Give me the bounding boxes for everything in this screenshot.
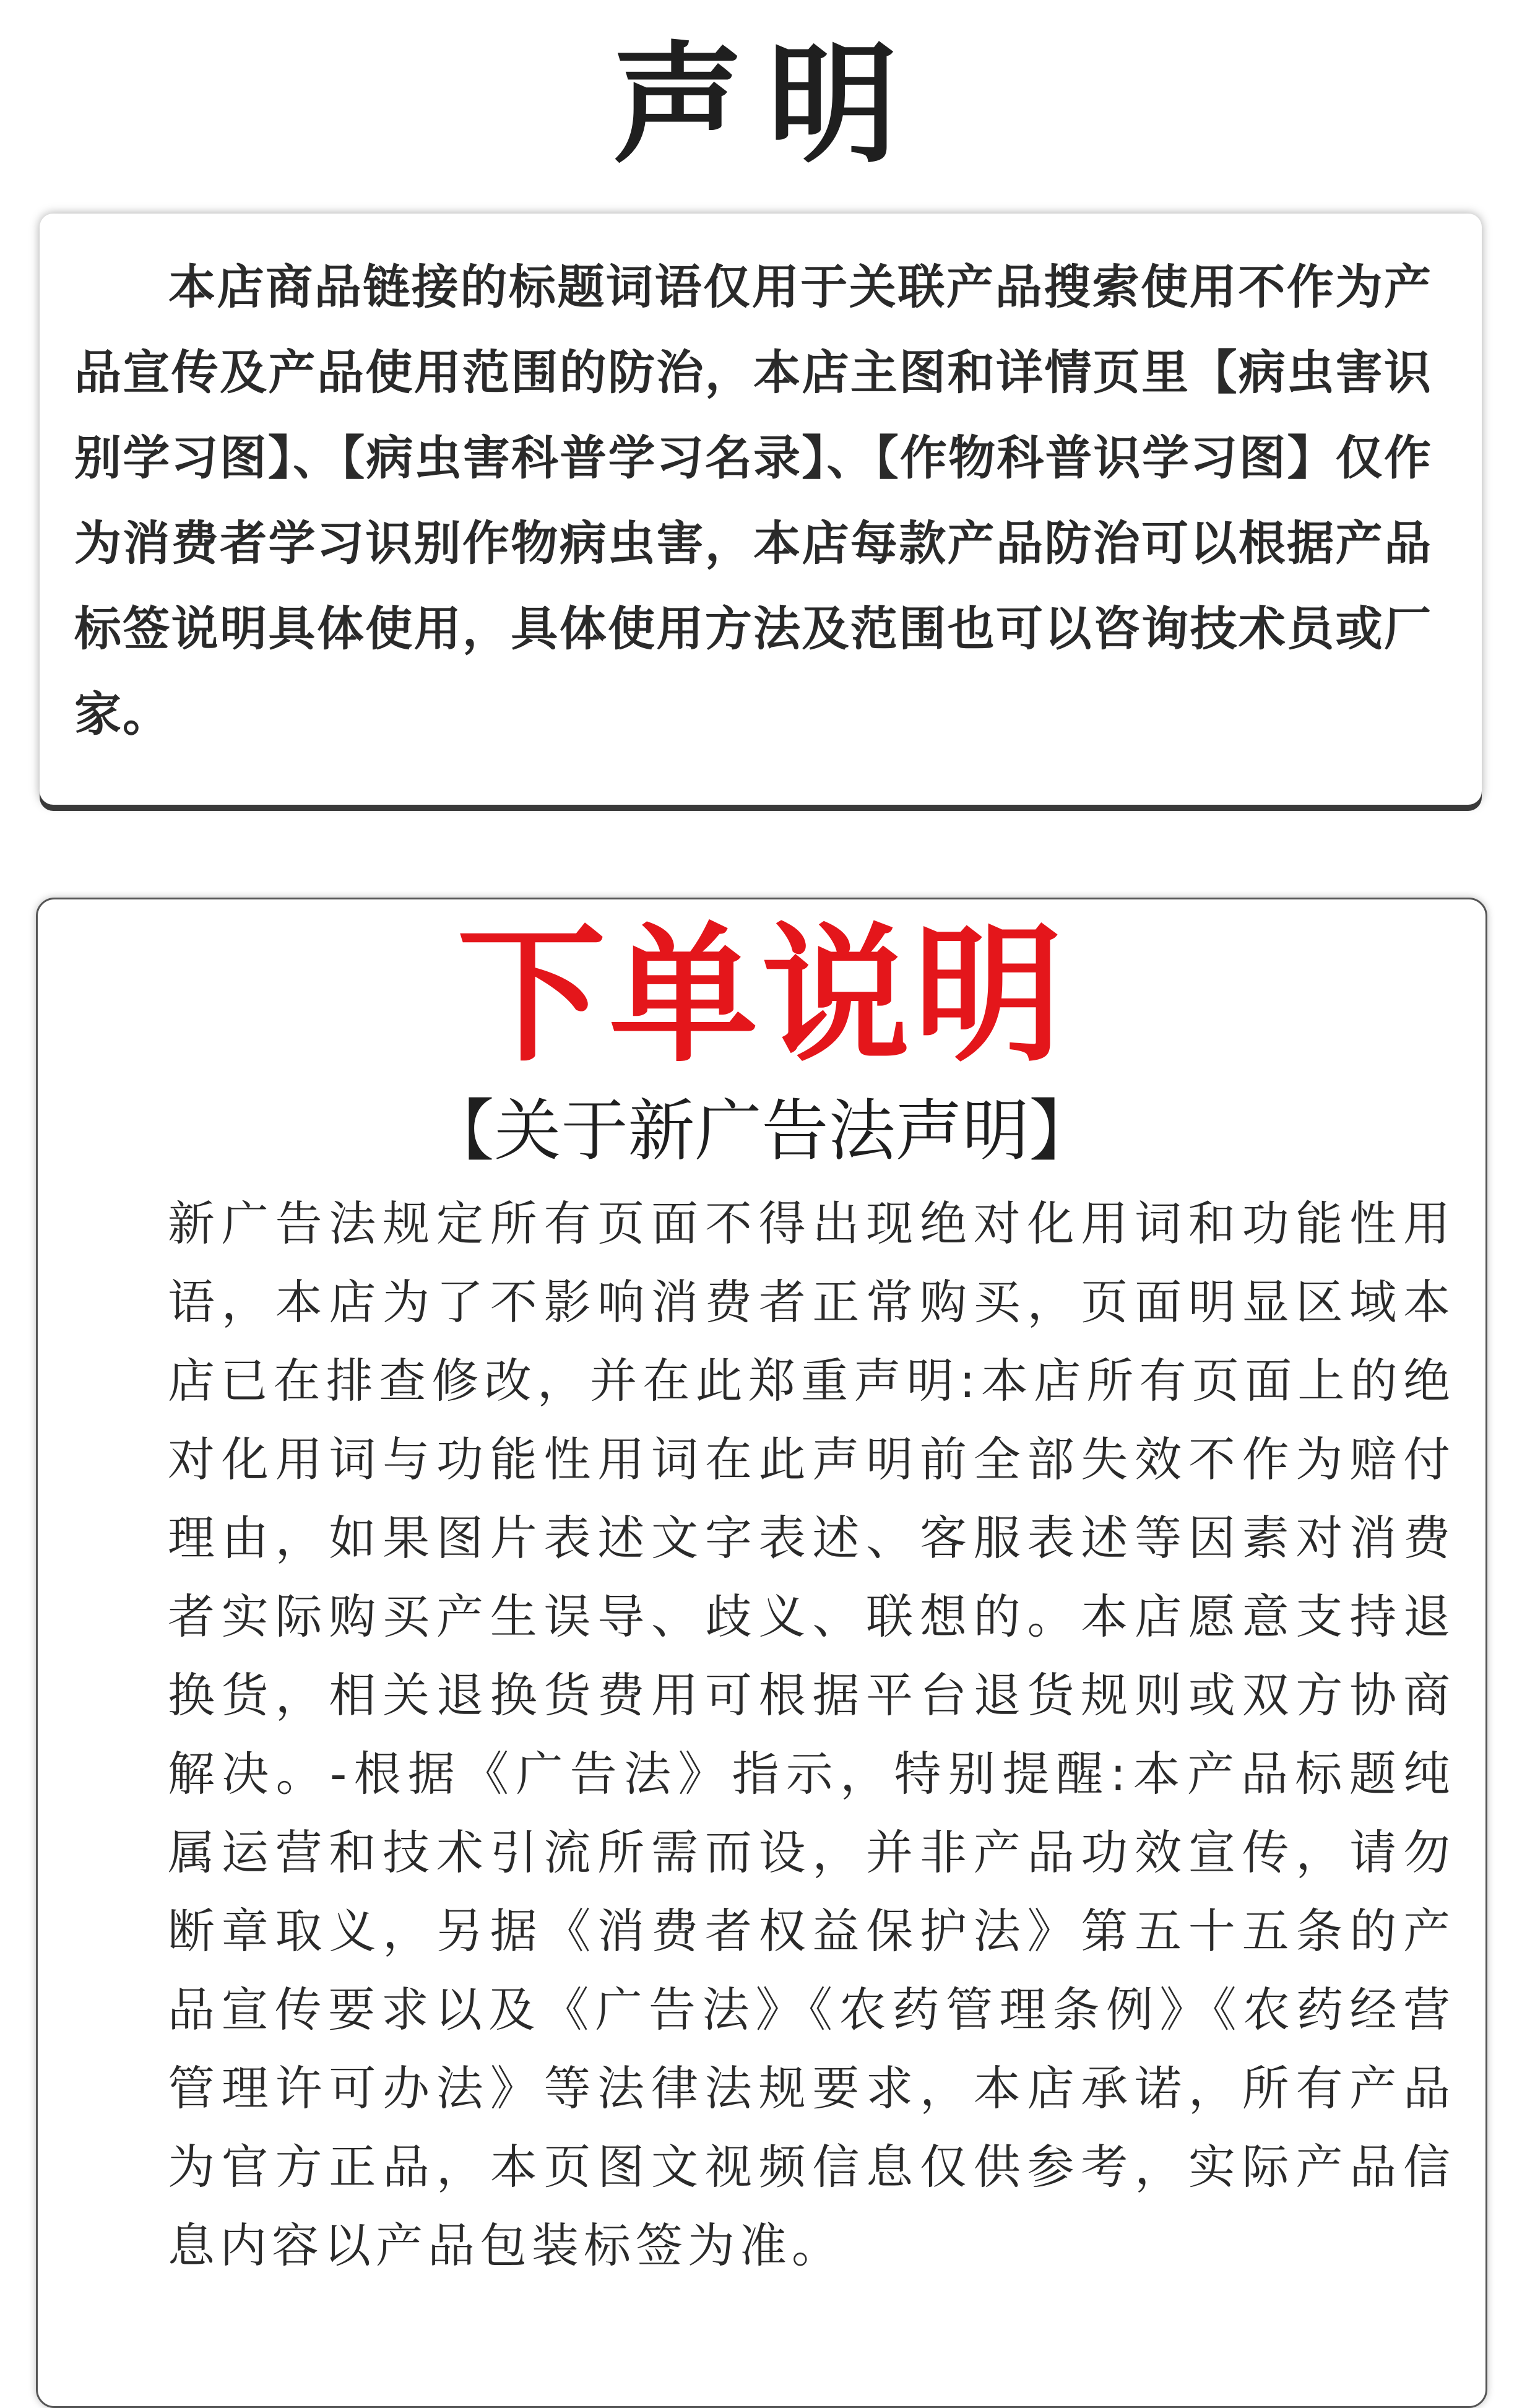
statement-box (40, 214, 1482, 805)
order-notice-body: 新广告法规定所有页面不得出现绝对化用词和功能性用语，本店为了不影响消费者正常购买，页面明显区域本店已在排查修改，并在此郑重声明:本店所有页面上的绝对化用词与功能性用词在此声明前全部失效不作为赔付理由，如果图片表述文字表述、客服表述等因素对消费者实际购买产生误导、歧义、联想的。本店愿意支持退换货，相关退换货费用可根据平台退货规则或双方协商解决。-根据《广告法》指示，特别提醒:本产品标题纯属运营和技术引流所需而设，并非产品功效宣传，请勿断章取义，另据《消费者权益保护法》第五十五条的产品宣传要求以及《广告法》《农药管理条例》《农药经营管理许可办法》等法律法规要求，本店承诺，所有产品为官方正品，本页图文视频信息仅供参考，实际产品信息内容以产品包装标签为准。 (168, 1196, 1455, 2273)
order-notice-box (36, 898, 1487, 2408)
statement-text: 本店商品链接的标题词语仅用于关联产品搜索使用不作为产品宣传及产品使用范围的防治，本店主图和详情页里【病虫害识别学习图】、【病虫害科普学习名录】、【作物科普识学习图】仅作为消费者学习识别作物病虫害，本店每款产品防治可以根据产品标签说明具体使用，具体使用方法及范围也可以咨询技术员或厂家。 (74, 259, 1432, 742)
order-notice-title: 下单说明 (457, 909, 1066, 1082)
order-notice-subtitle: 【关于新广告法声明】 (427, 1093, 1096, 1170)
page-title: 声明 (612, 29, 922, 181)
